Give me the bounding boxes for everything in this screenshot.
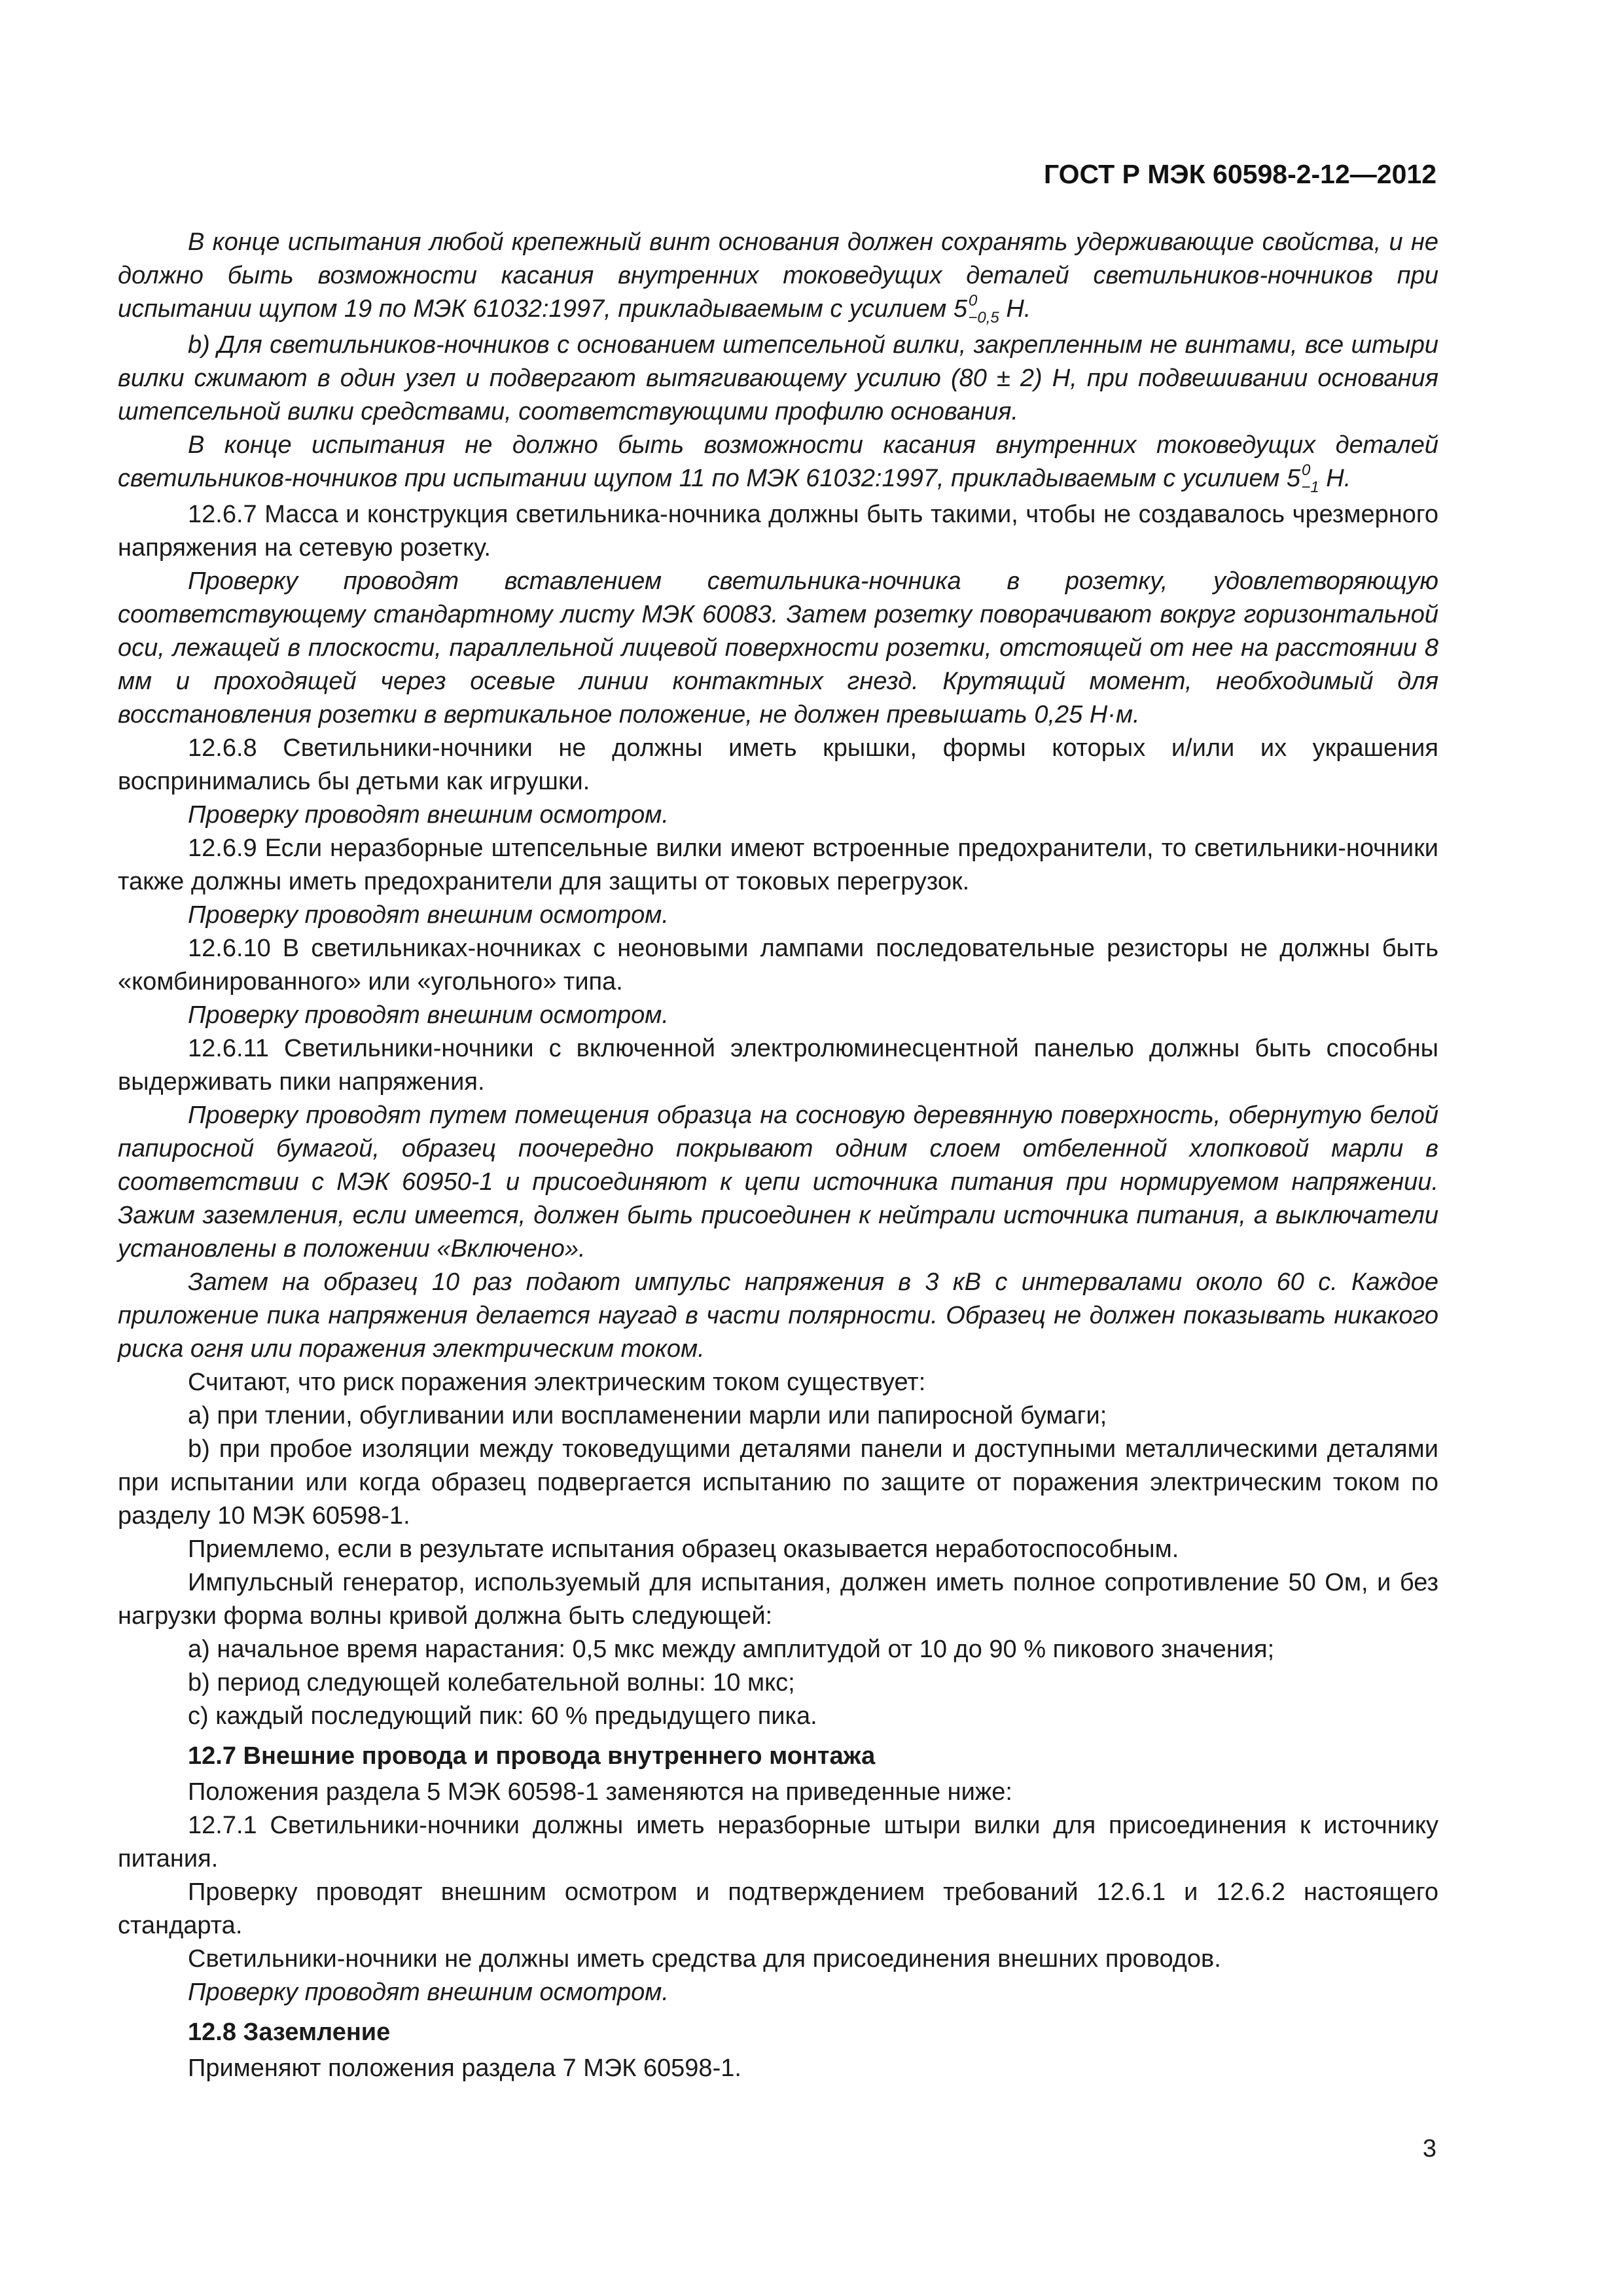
- limit-superscript: 0: [969, 292, 978, 310]
- paragraph: Проверку проводят вставлением светильника-ночника в розетку, удовлетворяющую соответствующему стандартному листу МЭК 60083. Затем розетку поворачивают вокруг горизонтальной оси, лежащей в плоскости, параллельной лицевой поверхности розетки, отстоящей от нее на расстоянии 8 мм и проходящей через осевые линии контактных гнезд. Крутящий момент, необходимый для восстановления розетки в вертикальное положение, не должен превышать 0,25 Н·м.: [118, 567, 1438, 728]
- paragraph: Считают, что риск поражения электрическим током существует:: [188, 1369, 926, 1396]
- paragraph: Приемлемо, если в результате испытания образец оказывается неработоспособным.: [188, 1535, 1179, 1563]
- section-heading: 12.8 Заземление: [188, 2018, 391, 2046]
- paragraph: В конце испытания не должно быть возможности касания внутренних токоведущих деталей светильников-ночников при испытании щупом 11 по МЭК 61032:1997, прикладываемым с усилием $5^0_{-1}$ Н.: [118, 431, 1438, 496]
- limit-superscript: 0: [1302, 461, 1311, 479]
- paragraph: 12.6.11 Светильники-ночники с включенной электролюминесцентной панелью должны быть способны выдерживать пики напряжения.: [118, 1035, 1438, 1096]
- section-heading: 12.7 Внешние провода и провода внутреннего монтажа: [188, 1742, 876, 1770]
- paragraph: Затем на образец 10 раз подают импульс напряжения в 3 кВ с интервалами около 60 с. Каждое приложение пика напряжения делается наугад в части полярности. Образец не должен показывать никакого риска огня или поражения электрическим током.: [118, 1268, 1438, 1363]
- paragraph: 12.7.1 Светильники-ночники должны иметь неразборные штыри вилки для присоединения к источнику питания.: [118, 1812, 1438, 1873]
- limit-subscript: −1: [1301, 478, 1319, 496]
- paragraph: 12.6.8 Светильники-ночники не должны иметь крышки, формы которых и/или их украшения воспринимались бы детьми как игрушки.: [118, 734, 1438, 795]
- paragraph: Светильники-ночники не должны иметь средства для присоединения внешних проводов.: [188, 1945, 1221, 1973]
- list-item: a) начальное время нарастания: 0,5 мкс между амплитудой от 10 до 90 % пикового значения;: [188, 1636, 1275, 1663]
- paragraph: Применяют положения раздела 7 МЭК 60598-1.: [188, 2054, 741, 2082]
- paragraph: 12.6.9 Если неразборные штепсельные вилки имеют встроенные предохранители, то светильники-ночники также должны иметь предохранители для защиты от токовых перегрузок.: [118, 834, 1438, 895]
- paragraph: Импульсный генератор, используемый для испытания, должен иметь полное сопротивление 50 Ом, и без нагрузки форма волны кривой должна быть следующей:: [118, 1569, 1438, 1630]
- paragraph: Проверку проводят внешним осмотром.: [188, 801, 669, 829]
- paragraph: Проверку проводят внешним осмотром.: [188, 1979, 669, 2006]
- paragraph: Проверку проводят внешним осмотром.: [188, 1001, 669, 1029]
- paragraph: 12.6.10 В светильниках-ночниках с неоновыми лампами последовательные резисторы не должны быть «комбинированного» или «угольного» типа.: [118, 935, 1438, 996]
- list-item: b) при пробое изоляции между токоведущими деталями панели и доступными металлическими деталями при испытании или когда образец подвергается испытанию по защите от поражения электрическим током по разделу 10 МЭК 60598-1.: [118, 1435, 1438, 1530]
- paragraph: 12.6.7 Масса и конструкция светильника-ночника должны быть такими, чтобы не создавалось чрезмерного напряжения на сетевую розетку.: [118, 501, 1438, 562]
- paragraph: Положения раздела 5 МЭК 60598-1 заменяются на приведенные ниже:: [188, 1778, 1012, 1806]
- list-item: c) каждый последующий пик: 60 % предыдущего пика.: [188, 1702, 817, 1730]
- paragraph: Проверку проводят внешним осмотром.: [188, 901, 669, 929]
- page-number: 3: [1422, 2135, 1436, 2162]
- paragraph: b) Для светильников-ночников с основанием штепсельной вилки, закрепленным не винтами, все штыри вилки сжимают в один узел и подвергают вытягивающему усилию (80 ± 2) Н, при подвешивании основания штепсельной вилки средствами, соответствующими профилю основания.: [118, 331, 1438, 425]
- paragraph: Проверку проводят внешним осмотром и подтверждением требований 12.6.1 и 12.6.2 настоящего стандарта.: [118, 1878, 1438, 1939]
- paragraph: Проверку проводят путем помещения образца на сосновую деревянную поверхность, обернутую белой папиросной бумагой, образец поочередно покрывают одним слоем отбеленной хлопковой марли в соответствии с МЭК 60950-1 и присоединяют к цепи источника питания при нормируемом напряжении. Зажим заземления, если имеется, должен быть присоединен к нейтрали источника питания, а выключатели установлены в положении «Включено».: [118, 1102, 1438, 1263]
- list-item: a) при тлении, обугливании или воспламенении марли или папиросной бумаги;: [188, 1402, 1107, 1429]
- limit-subscript: −0,5: [968, 309, 999, 327]
- list-item: b) период следующей колебательной волны: 10 мкс;: [188, 1669, 795, 1696]
- document-body: [118, 226, 1438, 2085]
- paragraph: В конце испытания любой крепежный винт основания должен сохранять удерживающие свойства, и не должно быть возможности касания внутренних токоведущих деталей светильников-ночников при испытании щупом 19 по МЭК 61032:1997, прикладываемым с усилием $5^0_{-0,5}$ Н.: [118, 228, 1438, 327]
- document-code-header: ГОСТ Р МЭК 60598-2-12—2012: [1043, 159, 1436, 189]
